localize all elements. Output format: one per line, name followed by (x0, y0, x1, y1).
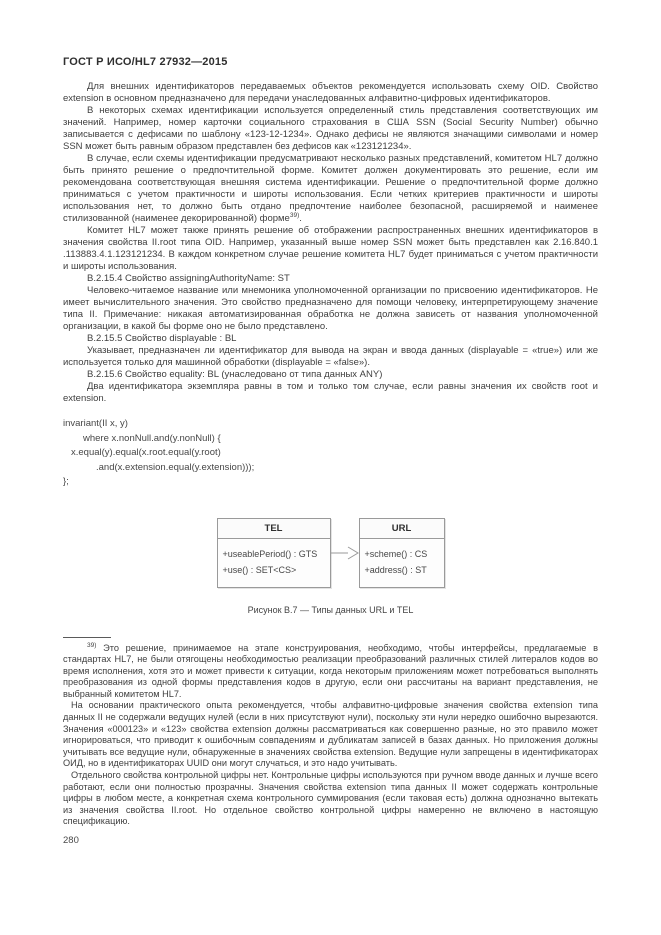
uml-diagram (63, 518, 598, 588)
paragraph: Два идентификатора экземпляра равны в том и только том случае, если равны значения их свойств root и extension. (63, 381, 598, 404)
footnote-reference: 39) (289, 211, 300, 219)
paragraph-text-after-ref: . (299, 213, 302, 224)
uml-class-url (359, 518, 445, 588)
footnote (63, 643, 598, 701)
figure-caption: Рисунок В.7 — Типы данных URL и TEL (247, 604, 414, 615)
paragraph-with-footnote-ref (63, 153, 598, 225)
generalization-arrow-icon (331, 545, 359, 561)
paragraph: Для внешних идентификаторов передаваемых объектов рекомендуется использовать схему OID. Свойство extension в основном предназначено для передачи унаследованных алфавитно-цифровых идентификаторов. (63, 81, 598, 104)
uml-attribute: +address() : ST (364, 564, 427, 575)
footnote-text: Это решение, принимаемое на этапе конструирования, необходимо, чтобы интерфейсы, предлагаемые в стандартах HL7, не были отягощены необходимостью реализации преобразований различных стилей литералов кодов во время исполнения, хотя это и может привести к ситуации, когда некоторым приложениям может потребоваться выполнять преобразования из одной формы представления кодов в другую, если они рассчитаны на вариант представления, не выбранный комитетом HL7. (63, 642, 598, 699)
invariant-code-block (63, 417, 598, 490)
footnotes-block (63, 643, 598, 829)
section-heading-displayable: B.2.15.5 Свойство displayable : BL (87, 333, 237, 344)
section-heading-assigningauthorityname: B.2.15.4 Свойство assigningAuthorityName: ST (87, 273, 290, 284)
paragraph: Указывает, предназначен ли идентификатор для вывода на экран и ввода данных (displayable = «true») или же используется только для машинной обработки (displayable = «false»). (63, 345, 598, 368)
page-number: 280 (63, 835, 79, 846)
uml-attribute: +useablePeriod() : GTS (222, 548, 318, 559)
code-line: }; (63, 476, 69, 487)
paragraph-text: В случае, если схемы идентификации предусматривают несколько разных представлений, комитетом HL7 должно быть принято решение о предпочтительной форме. Комитет должен документировать это решение, если им рекомендована соответствующая внешняя система идентификации. Решение о предпочтительной форме должно приниматься с учетом практичности и широты использования. Если четких критериев практичности и широты использования нет, то должно быть отдано предпочтение наиболее безопасной, расширяемой и наименее стилизованной (наименее декорированной) форме (63, 153, 598, 224)
paragraph: Комитет HL7 может также принять решение об отображении распространенных внешних идентификаторов в значения свойства II.root типа OID. Например, указанный выше номер SSN может быть представлен как 2.16.840.1 .113883.4.1.123121234. В каждом конкретном случае решение комитета HL7 будет приниматься с учетом практичности и широты использования. (63, 225, 598, 272)
code-line: invariant(II x, y) (63, 418, 128, 429)
code-line: where x.nonNull.and(y.nonNull) { (83, 432, 221, 444)
uml-class-name: URL (360, 519, 444, 539)
footnote-number: 39) (87, 641, 97, 649)
footnote: На основании практического опыта рекомендуется, чтобы алфавитно-цифровые значения свойства extension типа данных II не содержали ведущих нулей (если в них присутствуют нули), поскольку эти нули нередко ошибочно вырезаются. Значения «000123» и «123» свойства extension должны рассматриваться как совершенно разные, но это правило может игнорироваться, что приводит к ошибочным совпадениям и дубликатам записей в базах данных. Но приложения должны учитывать все ведущие нули, обнаруженные в значениях свойства extension. Ведущие нули запрещены в идентификаторах ОИД, но в идентификаторах UUID они могут случаться, и это надо учитывать. (63, 700, 598, 769)
footnote: Отдельного свойства контрольной цифры нет. Контрольные цифры используются при ручном вводе данных и лучше всего работают, если они полностью прозрачны. Значения свойства extension типа данных II может содержать контрольные цифры в любом месте, а конкретная схема контрольного суммирования (если таковая есть) должна однозначно вытекать из значения свойства II.root. Но отдельное свойство контрольной цифры намеренно не включено в настоящую спецификацию. (63, 770, 598, 827)
document-title: ГОСТ Р ИСО/HL7 27932—2015 (63, 56, 228, 68)
code-line: .and(x.extension.equal(y.extension))); (96, 461, 255, 473)
section-heading-equality: B.2.15.6 Свойство equality: BL (унаследовано от типа данных ANY) (87, 369, 383, 380)
uml-attributes (360, 539, 444, 587)
uml-attribute: +scheme() : CS (364, 548, 428, 559)
uml-class-name: TEL (218, 519, 330, 539)
page-content (63, 56, 598, 846)
paragraph: В некоторых схемах идентификации используется определенный стиль представления соответствующих им значений. Например, номер карточки социального страхования в США SSN (Social Security Number) обычно записывается с дефисами по шаблону «123-12-1234». Однако дефисы не являются значащими символами и номер SSN может быть равным образом представлен без дефисов как «123121234». (63, 105, 598, 152)
uml-attribute: +use() : SET<CS> (222, 564, 297, 575)
uml-class-tel (217, 518, 331, 588)
footnote-separator (63, 637, 111, 638)
uml-attributes (218, 539, 330, 587)
paragraph: Человеко-читаемое название или мнемоника уполномоченной организации по присвоению идентификаторов. Не имеет вычислительного значения. Это свойство предназначено для помощи человеку, интерпретирующему значение типа II. Примечание: никакая автоматизированная обработка не должна зависеть от названия уполномоченной организации, в какой бы форме оно не было представлено. (63, 285, 598, 332)
code-line: x.equal(y).equal(x.root.equal(y.root) (71, 447, 221, 458)
